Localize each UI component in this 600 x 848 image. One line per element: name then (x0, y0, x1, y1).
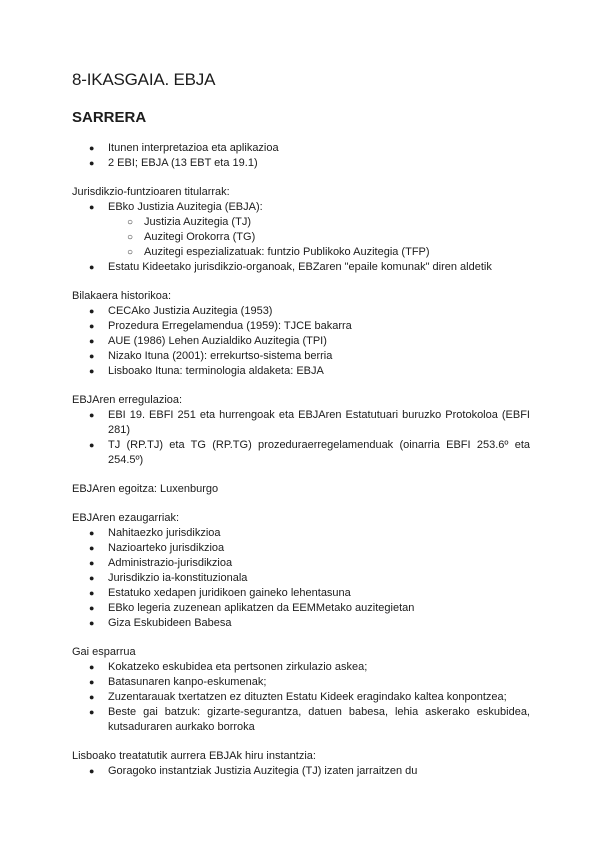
jurisdiction-list (72, 200, 530, 275)
list-item: ● Jurisdikzio ia-konstituzionala (89, 572, 248, 584)
bullet-icon: ● (89, 336, 95, 346)
seat-line: EBJAren egoitza: Luxenburgo (72, 483, 219, 495)
scope-list (72, 660, 530, 735)
section-heading-sarrera: SARRERA (72, 109, 147, 126)
bullet-icon: ● (89, 588, 95, 598)
list-item: ● EBI 19. EBFI 251 eta hurrengoak eta EBJAren Estatutuari buruzko Protokoloa (EBFI 281) (89, 409, 530, 436)
list-item: ● Batasunaren kanpo-eskumenak; (89, 676, 267, 688)
sub-list-item: ○ Justizia Auzitegia (TJ) (127, 216, 251, 228)
list-item: ● Itunen interpretazioa eta aplikazioa (89, 142, 279, 154)
list-item: ● TJ (RP.TJ) eta TG (RP.TG) prozeduraerregelamenduak (oinarria EBFI 253.6º eta 254.5º) (89, 439, 530, 466)
bullet-icon: ● (89, 321, 95, 331)
bullet-icon: ● (89, 440, 95, 450)
list-item: ● Estatuko xedapen juridikoen gaineko lehentasuna (89, 587, 351, 599)
bullet-icon: ● (89, 573, 95, 583)
bullet-icon: ● (89, 662, 95, 672)
jurisdiction-label: Jurisdikzio-funtzioaren titularrak: (72, 186, 230, 198)
list-item: ● Beste gai batzuk: gizarte-segurantza, datuen babesa, lehia askerako eskubidea, kutsaduraren aurkako borroka (89, 706, 530, 733)
list-item: ● Estatu Kideetako jurisdikzio-organoak, EBZaren "epaile komunak" diren aldetik (89, 261, 492, 273)
intro-list (72, 141, 530, 171)
circle-bullet-icon: ○ (127, 232, 134, 243)
list-item: ● 2 EBI; EBJA (13 EBT eta 19.1) (89, 157, 258, 169)
bullet-icon: ● (89, 262, 95, 272)
history-label: Bilakaera historikoa: (72, 290, 172, 302)
regulation-label: EBJAren erregulazioa: (72, 394, 183, 406)
bullet-icon: ● (89, 143, 95, 153)
list-item: ● Goragoko instantziak Justizia Auzitegia (TJ) izaten jarraitzen du (89, 765, 418, 777)
list-item: ● Nazioarteko jurisdikzioa (89, 542, 225, 554)
lisbon-list (72, 764, 530, 779)
features-list (72, 526, 530, 631)
list-item: ● Prozedura Erregelamendua (1959): TJCE bakarra (89, 320, 352, 332)
circle-bullet-icon: ○ (127, 247, 134, 258)
list-item: ● Lisboako Ituna: terminologia aldaketa: EBJA (89, 365, 324, 377)
list-item: ● EBko Justizia Auzitegia (EBJA): (89, 201, 263, 213)
history-list (72, 304, 530, 379)
scope-label: Gai esparrua (72, 646, 136, 658)
list-item: ● Giza Eskubideen Babesa (89, 617, 232, 629)
bullet-icon: ● (89, 707, 95, 717)
bullet-icon: ● (89, 528, 95, 538)
bullet-icon: ● (89, 618, 95, 628)
bullet-icon: ● (89, 543, 95, 553)
document-body (72, 141, 530, 779)
sub-list-item: ○ Auzitegi espezializatuak: funtzio Publikoko Auzitegia (TFP) (127, 246, 430, 258)
bullet-icon: ● (89, 202, 95, 212)
document-title: 8-IKASGAIA. EBJA (72, 70, 216, 89)
bullet-icon: ● (89, 351, 95, 361)
list-item: ● CECAko Justizia Auzitegia (1953) (89, 305, 273, 317)
bullet-icon: ● (89, 603, 95, 613)
bullet-icon: ● (89, 410, 95, 420)
list-item: ● Kokatzeko eskubidea eta pertsonen zirkulazio askea; (89, 661, 368, 673)
list-item: ● Zuzentarauak txertatzen ez dituzten Estatu Kideek eragindako kaltea konpontzea; (89, 691, 507, 703)
list-item: ● EBko legeria zuzenean aplikatzen da EEMMetako auzitegietan (89, 602, 415, 614)
regulation-list (72, 408, 530, 468)
lisbon-label: Lisboako treatatutik aurrera EBJAk hiru instantzia: (72, 750, 316, 762)
bullet-icon: ● (89, 677, 95, 687)
list-item: ● Administrazio-jurisdikzioa (89, 557, 233, 569)
bullet-icon: ● (89, 158, 95, 168)
features-label: EBJAren ezaugarriak: (72, 512, 179, 524)
list-item: ● Nahitaezko jurisdikzioa (89, 527, 221, 539)
list-item: ● AUE (1986) Lehen Auzialdiko Auzitegia (TPI) (89, 335, 327, 347)
list-item: ● Nizako Ituna (2001): errekurtso-sistema berria (89, 350, 333, 362)
sub-list-item: ○ Auzitegi Orokorra (TG) (127, 231, 256, 243)
bullet-icon: ● (89, 766, 95, 776)
bullet-icon: ● (89, 366, 95, 376)
bullet-icon: ● (89, 692, 95, 702)
circle-bullet-icon: ○ (127, 217, 134, 228)
bullet-icon: ● (89, 558, 95, 568)
bullet-icon: ● (89, 306, 95, 316)
